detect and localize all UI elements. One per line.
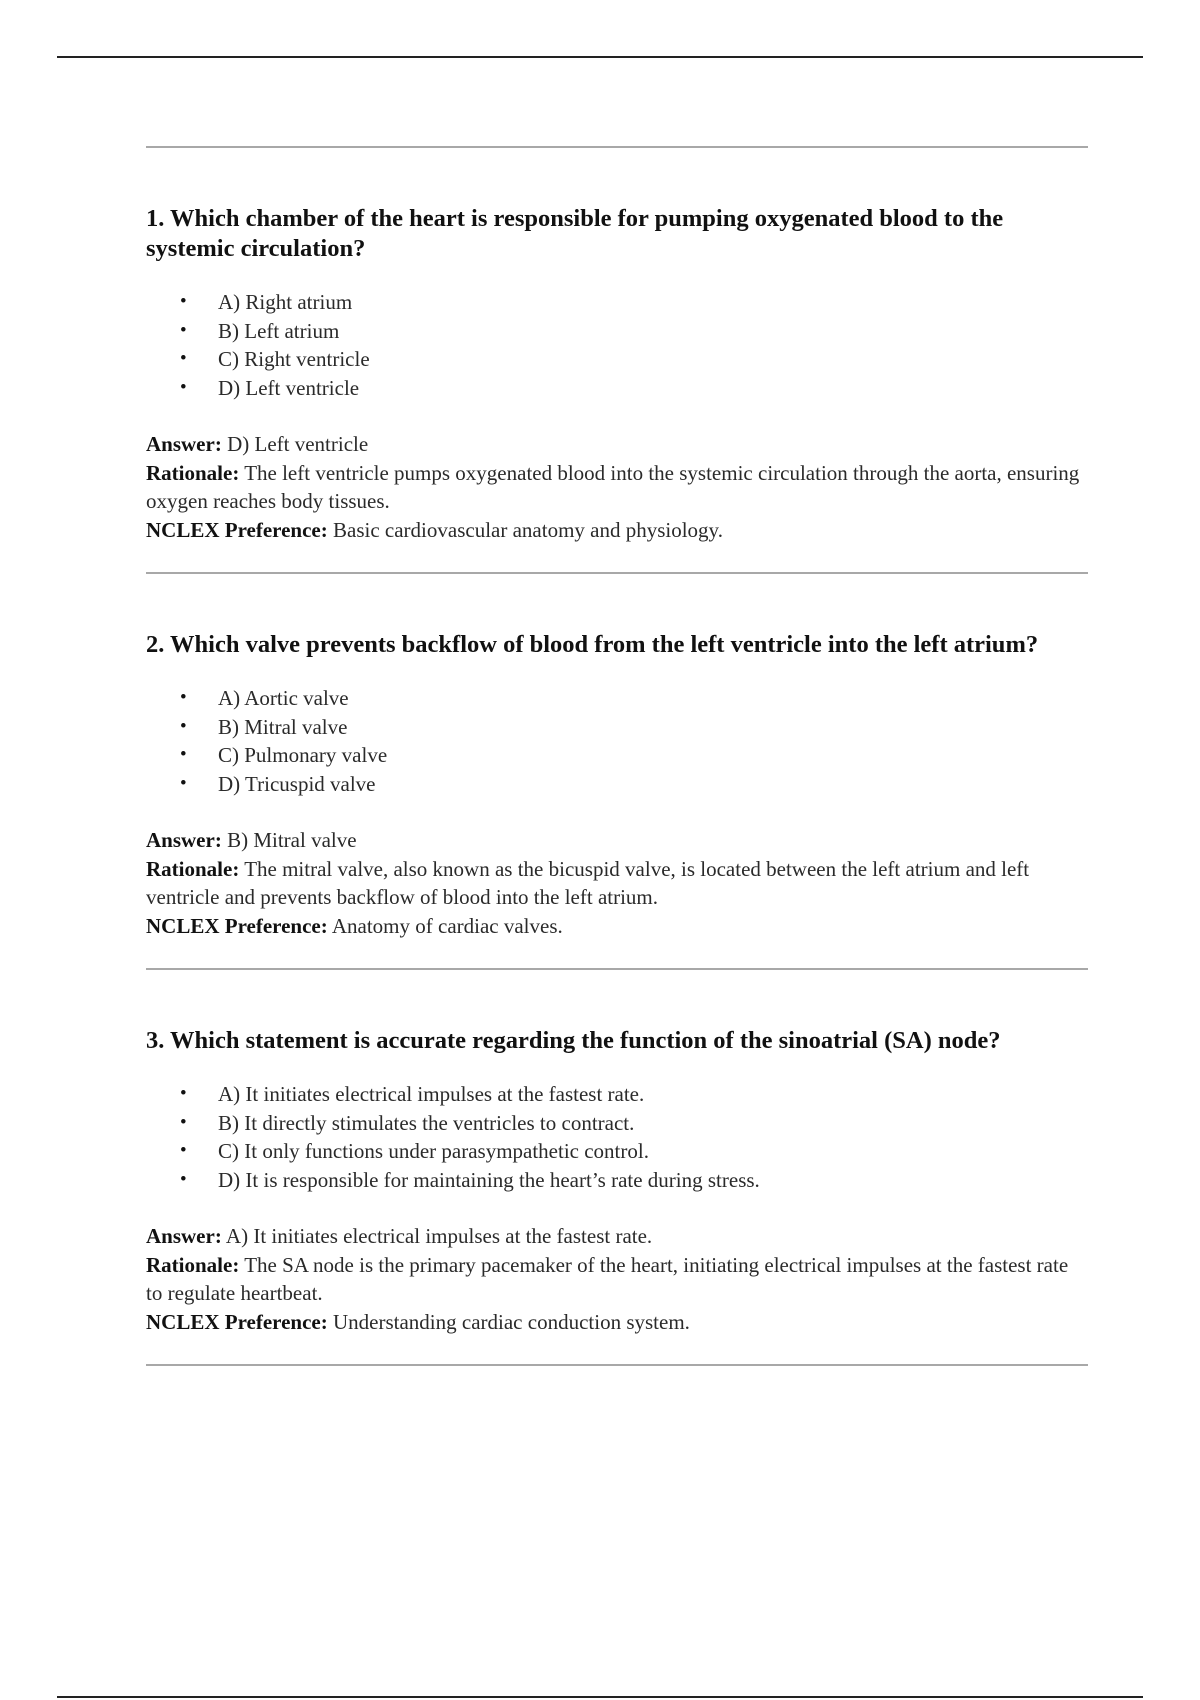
bullet-icon: • (180, 1111, 187, 1133)
bullet-icon: • (180, 376, 187, 398)
answer-line (146, 430, 1088, 459)
option-text: B) Left atrium (218, 318, 340, 343)
rationale-label: Rationale: (146, 1252, 240, 1277)
section-divider (146, 1364, 1088, 1366)
option-item (146, 288, 1088, 317)
rationale-line (146, 855, 1088, 912)
option-text: A) Right atrium (218, 290, 353, 314)
option-text: A) It initiates electrical impulses at the fastest rate. (218, 1082, 645, 1106)
nclex-label: NCLEX Preference: (146, 517, 328, 542)
document-content (146, 146, 1088, 1366)
option-text: D) Tricuspid valve (218, 771, 376, 796)
option-item (146, 374, 1088, 403)
rationale-text: The left ventricle pumps oxygenated blood into the systemic circulation through the aorta, ensuring oxygen reaches body tissues. (146, 460, 1080, 513)
answer-label: Answer: (146, 1224, 222, 1248)
answer-label: Answer: (146, 432, 222, 456)
nclex-text: Basic cardiovascular anatomy and physiology. (333, 517, 723, 542)
nclex-line (146, 912, 1088, 941)
rationale-label: Rationale: (146, 460, 240, 485)
answer-text: B) Mitral valve (227, 828, 357, 852)
option-text: C) It only functions under parasympathetic control. (218, 1139, 649, 1163)
rationale-text: The mitral valve, also known as the bicuspid valve, is located between the left atrium and left ventricle and prevents backflow of blood into the left atrium. (146, 856, 1030, 909)
option-text: C) Pulmonary valve (218, 743, 388, 767)
page-bottom-rule (57, 1696, 1143, 1698)
bullet-icon: • (180, 1140, 187, 1161)
rationale-label: Rationale: (146, 856, 240, 881)
nclex-label: NCLEX Preference: (146, 913, 328, 938)
answer-text: A) It initiates electrical impulses at the fastest rate. (225, 1224, 653, 1248)
bullet-icon: • (180, 772, 187, 794)
option-item (146, 1166, 1088, 1195)
answer-line (146, 826, 1088, 855)
option-item (146, 770, 1088, 799)
option-text: A) Aortic valve (218, 686, 349, 710)
answer-line (146, 1222, 1088, 1251)
option-item (146, 1109, 1088, 1138)
option-text: D) Left ventricle (218, 375, 360, 400)
nclex-line (146, 516, 1088, 545)
answer-options (146, 288, 1088, 402)
option-text: B) Mitral valve (218, 714, 348, 739)
bullet-icon: • (180, 348, 187, 369)
bullet-icon: • (180, 291, 187, 312)
option-text: D) It is responsible for maintaining the heart’s rate during stress. (218, 1167, 760, 1192)
rationale-line (146, 459, 1088, 516)
bullet-icon: • (180, 319, 187, 341)
option-text: C) Right ventricle (218, 347, 370, 371)
nclex-text: Understanding cardiac conduction system. (333, 1309, 690, 1334)
question-3 (146, 970, 1088, 1364)
question-2 (146, 574, 1088, 968)
option-text: B) It directly stimulates the ventricles to contract. (218, 1110, 635, 1135)
answer-options (146, 684, 1088, 798)
option-item (146, 684, 1088, 713)
option-item (146, 1080, 1088, 1109)
option-item (146, 713, 1088, 742)
rationale-text: The SA node is the primary pacemaker of the heart, initiating electrical impulses at the fastest rate to regulate heartbeat. (146, 1252, 1069, 1305)
question-title: 2. Which valve prevents backflow of blood from the left ventricle into the left atrium? (146, 631, 1039, 658)
option-item (146, 317, 1088, 346)
nclex-text: Anatomy of cardiac valves. (331, 913, 563, 938)
nclex-label: NCLEX Preference: (146, 1309, 328, 1334)
nclex-line (146, 1308, 1088, 1337)
option-item (146, 1137, 1088, 1166)
question-title: 3. Which statement is accurate regarding the function of the sinoatrial (SA) node? (146, 1027, 1001, 1054)
page-top-rule (57, 56, 1143, 58)
bullet-icon: • (180, 1083, 187, 1104)
bullet-icon: • (180, 715, 187, 737)
option-item (146, 741, 1088, 770)
answer-label: Answer: (146, 828, 222, 852)
bullet-icon: • (180, 744, 187, 765)
option-item (146, 345, 1088, 374)
answer-text: D) Left ventricle (227, 432, 369, 456)
question-title: 1. Which chamber of the heart is responsible for pumping oxygenated blood to the systemic circulation? (146, 205, 1004, 262)
rationale-line (146, 1251, 1088, 1308)
answer-options (146, 1080, 1088, 1194)
question-1 (146, 148, 1088, 572)
bullet-icon: • (180, 687, 187, 708)
bullet-icon: • (180, 1168, 187, 1190)
